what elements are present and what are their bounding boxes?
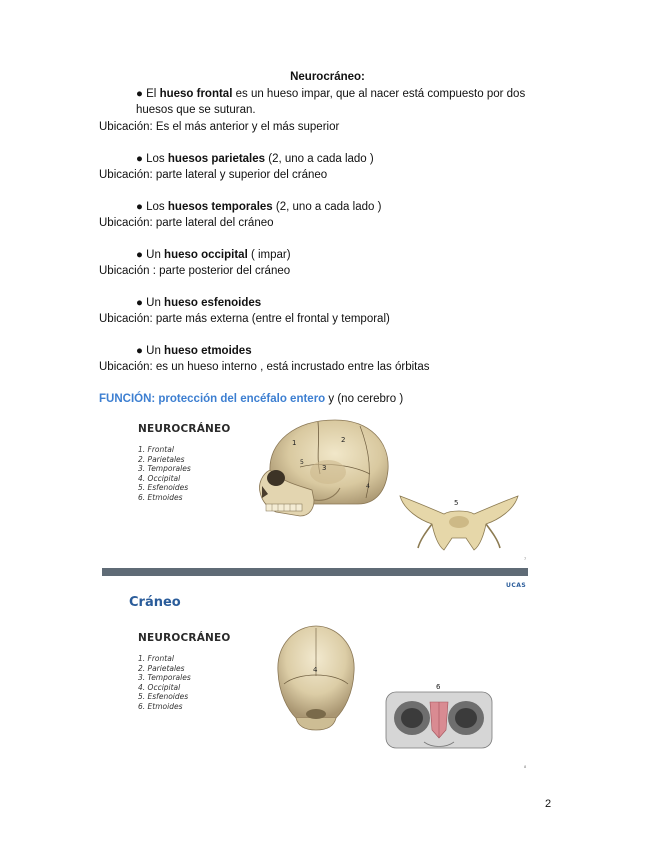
skull-label-temporal: 3 bbox=[322, 464, 327, 472]
bullet-term: hueso frontal bbox=[159, 88, 233, 100]
figure1-list-item: 4. Occipital bbox=[138, 473, 181, 483]
slide-header-bar bbox=[102, 568, 528, 576]
bullet-text: es un hueso impar, que al nacer está compuesto por dos bbox=[232, 88, 526, 100]
ubicacion-etmoides: Ubicación: es un hueso interno , está incrustado entre las órbitas bbox=[99, 361, 430, 373]
bullet-esfenoides bbox=[136, 297, 261, 309]
posterior-skull-illustration bbox=[268, 622, 364, 734]
figure2-heading: NEUROCRÁNEO bbox=[138, 632, 231, 644]
bullet-occipital bbox=[136, 249, 291, 261]
bullet-term: hueso esfenoides bbox=[164, 297, 262, 309]
ethmoid-illustration bbox=[384, 682, 494, 752]
bullet-text: (2, uno a cada lado ) bbox=[272, 201, 382, 213]
bullet-term: huesos temporales bbox=[167, 201, 273, 213]
skull-label-occipital: 4 bbox=[366, 483, 370, 490]
bullet-term: hueso etmoides bbox=[164, 345, 252, 357]
ubicacion-esfenoides: Ubicación: parte más externa (entre el frontal y temporal) bbox=[99, 313, 390, 325]
funcion-line bbox=[99, 393, 403, 405]
figure2-list-item: 6. Etmoides bbox=[138, 701, 183, 711]
figure2-list-item: 3. Temporales bbox=[138, 673, 191, 682]
figure1-list bbox=[138, 445, 191, 502]
figure1-list-item: 6. Etmoides bbox=[138, 492, 183, 502]
figure2-list-item: 4. Occipital bbox=[138, 682, 181, 692]
figure2-list bbox=[138, 654, 191, 711]
figure1-heading: NEUROCRÁNEO bbox=[138, 423, 231, 435]
figure2-corner-mark: 8 bbox=[524, 764, 527, 769]
skull-label-frontal: 1 bbox=[292, 439, 297, 447]
sphenoid-label: 5 bbox=[454, 499, 459, 507]
lateral-skull-illustration bbox=[240, 412, 400, 522]
figure2-list-item: 5. Esfenoides bbox=[138, 692, 189, 701]
occipital-label: 4 bbox=[313, 666, 318, 674]
section-title: Neurocráneo: bbox=[290, 71, 365, 83]
bullet-etmoides bbox=[136, 345, 252, 357]
page-number: 2 bbox=[545, 798, 552, 810]
funcion-rest: y (no cerebro ) bbox=[325, 393, 404, 405]
figure1-list-item: 3. Temporales bbox=[138, 464, 191, 473]
bullet-parietales bbox=[136, 153, 374, 165]
figure1-corner-mark: 7 bbox=[524, 556, 527, 561]
bullet-frontal-line2: huesos que se suturan. bbox=[136, 104, 256, 116]
bullet-term: huesos parietales bbox=[167, 153, 266, 165]
bullet-term: hueso occipital bbox=[164, 249, 248, 261]
bullet-prefix: ● Los bbox=[136, 201, 168, 213]
bullet-text: ( impar) bbox=[247, 249, 291, 261]
bullet-prefix: ● Los bbox=[136, 153, 168, 165]
bullet-prefix: ● Un bbox=[136, 297, 165, 309]
bullet-prefix: ● Un bbox=[136, 345, 165, 357]
ubicacion-temporales: Ubicación: parte lateral del cráneo bbox=[99, 217, 274, 229]
ubicacion-parietales: Ubicación: parte lateral y superior del cráneo bbox=[99, 169, 328, 181]
figure2-list-item: 2. Parietales bbox=[138, 663, 185, 673]
figure1-list-item: 2. Parietales bbox=[138, 454, 185, 464]
ubicacion-frontal: Ubicación: Es el más anterior y el más superior bbox=[99, 121, 340, 133]
ubicacion-occipital: Ubicación : parte posterior del cráneo bbox=[99, 265, 291, 277]
skull-label-parietal: 2 bbox=[341, 436, 346, 444]
figure2-list-item: 1. Frontal bbox=[138, 654, 174, 663]
bullet-temporales bbox=[136, 201, 381, 213]
slide-title: Cráneo bbox=[129, 595, 181, 610]
bullet-text: (2, uno a cada lado ) bbox=[265, 153, 374, 165]
bullet-frontal bbox=[136, 88, 525, 100]
bullet-prefix: ● Un bbox=[136, 249, 165, 261]
sphenoid-illustration bbox=[396, 488, 522, 554]
ethmoid-label: 6 bbox=[436, 683, 441, 691]
figure1-list-item: 1. Frontal bbox=[138, 445, 174, 454]
skull-label-sphenoid: 5 bbox=[300, 459, 304, 466]
bullet-prefix: ● El bbox=[136, 88, 160, 100]
figure1-list-item: 5. Esfenoides bbox=[138, 483, 189, 492]
funcion-label: FUNCIÓN: protección del encéfalo entero bbox=[99, 393, 326, 405]
ucas-logo: UCAS bbox=[506, 582, 527, 589]
